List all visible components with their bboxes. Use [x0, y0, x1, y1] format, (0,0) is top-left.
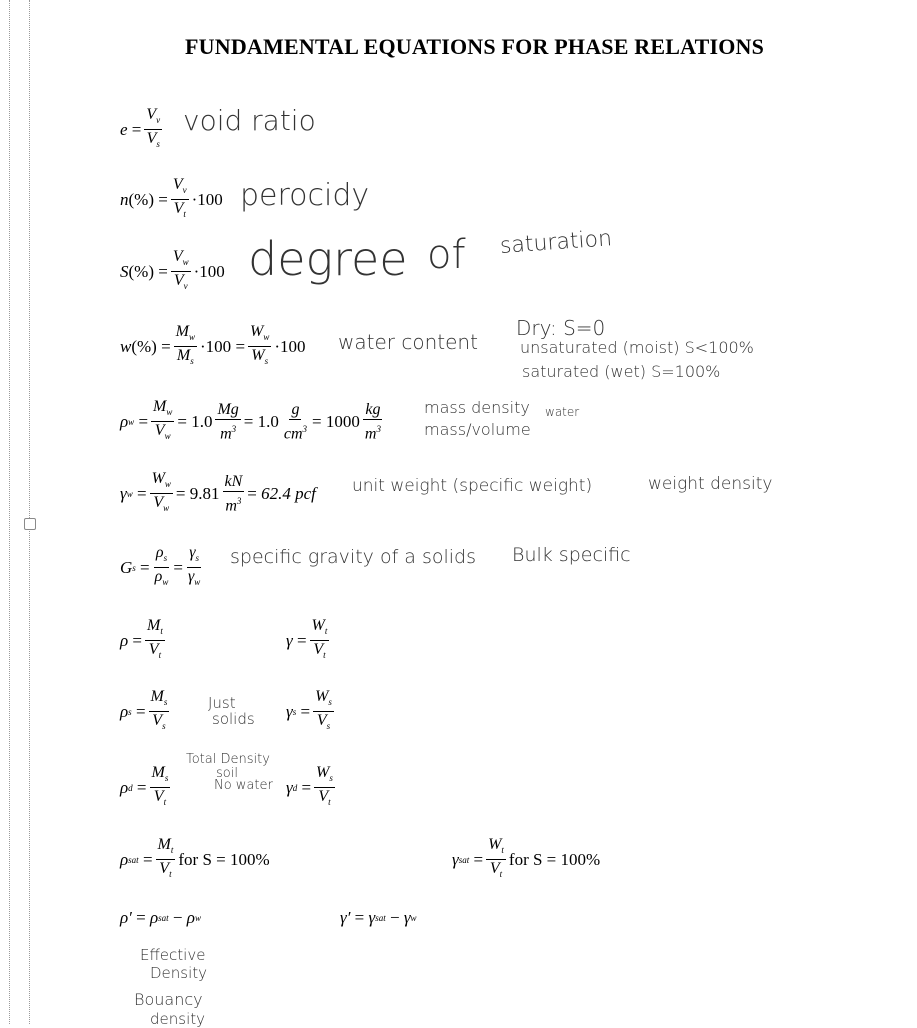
note-void-ratio: void ratio	[183, 104, 316, 137]
note-degree: degree	[248, 232, 408, 286]
note-water: water	[545, 405, 580, 419]
eq-solids-density: ρ s = $\frac{M_s}{V_s}$	[120, 688, 168, 732]
note-solids: solids	[212, 710, 255, 728]
note-porosity: perocidy	[240, 178, 370, 213]
note-no-water: No water	[214, 778, 273, 793]
note-soil: soil	[216, 766, 238, 781]
note-bulk-specific: Bulk specific	[512, 544, 631, 566]
eq-total-unit-weight: γ = $\frac{W_t}{V_t}$	[286, 617, 328, 661]
note-mass-density: mass density	[424, 398, 530, 417]
eq-water-mass-density: ρ w = $\frac{M_w}{V_w}$ = 1.0 $\frac{Mg}{m^3}$ = 1.0 $\frac{g}{cm^3}$ = 1000 $\frac{kg}{m^3}$	[120, 398, 381, 442]
eq-dry-unit-weight: γ d = $\frac{W_s}{V_t}$	[286, 764, 333, 808]
note-mass-volume: mass/volume	[424, 420, 531, 439]
note-of: of	[427, 232, 466, 278]
eq-effective-unit-weight: γ′ = γ sat − γ w	[340, 908, 417, 927]
eq-dry-density: ρ d = $\frac{M_s}{V_t}$	[120, 764, 169, 808]
note-density: Density	[150, 964, 208, 982]
resize-handle[interactable]	[24, 518, 36, 530]
note-saturated: saturated (wet) S=100%	[522, 362, 721, 381]
eq-water-content: w (%) = $\frac{M_w}{M_s}$ ·100 = $\frac{W_w}{W_s}$ ·100	[120, 323, 306, 367]
eq-saturated-density: ρ sat = $\frac{M_t}{V_t}$ for S = 100%	[120, 836, 270, 880]
eq-effective-density: ρ′ = ρ sat − ρ w	[120, 908, 201, 927]
eq-saturated-unit-weight: γ sat = $\frac{W_t}{V_t}$ for S = 100%	[452, 836, 601, 880]
note-unsaturated: unsaturated (moist) S<100%	[520, 338, 754, 357]
note-total-density: Total Density	[186, 752, 270, 767]
note-dry: Dry: S=0	[516, 316, 606, 340]
margin-guide-right	[29, 0, 30, 1024]
eq-water-unit-weight: γ w = $\frac{W_w}{V_w}$ = 9.81 $\frac{kN}{m^3}$ = 62.4 pcf	[120, 470, 316, 514]
note-bouancy: Bouancy	[134, 990, 203, 1009]
eq-total-density: ρ = $\frac{M_t}{V_t}$	[120, 617, 163, 661]
eq-porosity: n (%) = $\frac{V_v}{V_t}$ ·100	[120, 176, 223, 220]
note-weight-density: weight density	[648, 474, 773, 494]
eq-void-ratio: e = $\frac{V_v}{V_s}$	[120, 106, 161, 150]
note-effective: Effective	[140, 946, 206, 964]
eq-specific-gravity: G s = $\frac{\rho_s}{\rho_w}$ = $\frac{\gamma_s}{\gamma_w}$	[120, 544, 201, 588]
note-saturation: saturation	[499, 226, 613, 259]
note-just: Just	[208, 694, 236, 712]
page-title: FUNDAMENTAL EQUATIONS FOR PHASE RELATIONS	[185, 34, 765, 59]
margin-guide-left	[9, 0, 10, 1024]
eq-degree-saturation: S (%) = $\frac{V_w}{V_v}$ ·100	[120, 248, 225, 292]
note-unit-weight: unit weight (specific weight)	[352, 476, 593, 496]
page-margin	[0, 0, 30, 1024]
note-density-2: density	[150, 1010, 205, 1028]
note-specific-gravity: specific gravity of a solids	[230, 546, 477, 568]
note-water-content: water content	[338, 330, 478, 354]
eq-solids-unit-weight: γ s = $\frac{W_s}{V_s}$	[286, 688, 332, 732]
